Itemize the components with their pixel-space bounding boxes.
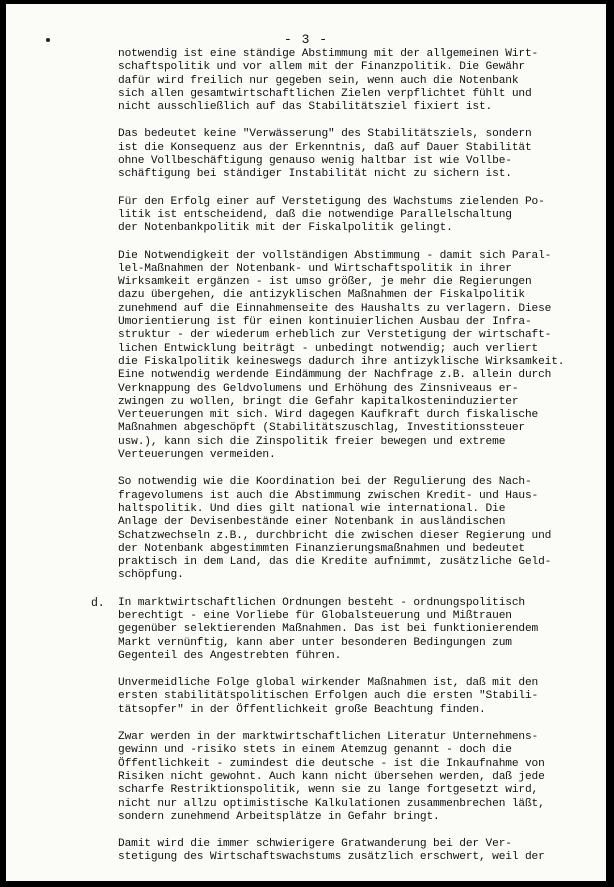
paragraph	[118, 731, 586, 824]
text-line: Schatzwechseln z.B., durchbricht die zwischen dieser Regierung und	[118, 529, 552, 542]
text-line: litik ist entscheidend, daß die notwendige Parallelschaltung	[118, 208, 512, 221]
paragraph	[118, 838, 586, 865]
paragraph	[91, 596, 586, 663]
text-line: Das bedeutet keine "Verwässerung" des Stabilitätsziels, sondern	[118, 128, 532, 141]
paragraph	[118, 48, 586, 114]
text-line: sich allen gesamtwirtschaftlichen Zielen verpflichtet fühlt und	[118, 87, 532, 100]
text-line: stetigung des Wirtschaftswachstums zusätzlich erschwert, weil der	[118, 851, 545, 864]
text-line: zunehmend auf die Einnahmenseite des Haushalts zu verlagern. Diese	[118, 302, 552, 315]
text-line: Für den Erfolg einer auf Verstetigung des Wachstums zielenden Po-	[118, 195, 545, 208]
text-line: Risiken nicht gewohnt. Auch kann nicht übersehen werden, daß jede	[118, 770, 545, 783]
text-line: lel-Maßnahmen der Notenbank- und Wirtschaftspolitik in ihrer	[118, 262, 512, 275]
list-item-marker: d.	[91, 596, 105, 610]
body-text	[91, 48, 586, 879]
text-line: ersten stabilitätspolitischen Erfolgen auch die ersten "Stabili-	[118, 690, 539, 703]
text-line: struktur - der wiederum erheblich zur Verstetigung der wirtschaft-	[118, 329, 552, 342]
paragraph	[118, 250, 586, 463]
text-line: scharfe Restriktionspolitik, wenn sie zu lange fortgesetzt wird,	[118, 784, 539, 797]
text-line: dafür wird freilich nur gegeben sein, wenn auch die Notenbank	[118, 74, 519, 87]
text-line: Öffentlichkeit - zumindest die deutsche - ist die Inkaufnahme von	[118, 757, 545, 770]
paragraph	[118, 677, 586, 717]
text-line: Zwar werden in der marktwirtschaftlichen Literatur Unternehmens-	[118, 731, 539, 744]
text-line: nicht nur allzu optimistische Kalkulationen zusammenbrechen läßt,	[118, 797, 545, 810]
document-page	[6, 4, 606, 881]
text-line: ohne Vollbeschäftigung genauso wenig haltbar ist wie Vollbe-	[118, 155, 512, 168]
text-line: Verteuerungen mit sich. Wird dagegen Kaufkraft durch fiskalische	[118, 409, 539, 422]
text-line: notwendig ist eine ständige Abstimmung mit der allgemeinen Wirt-	[118, 48, 539, 60]
text-line: ist die Konsequenz aus der Erkenntnis, daß auf Dauer Stabilität	[118, 141, 532, 154]
text-line: zwingen zu wollen, bringt die Gefahr kapitalkosteninduzierter	[118, 395, 519, 408]
text-line: Verteuerungen vermeiden.	[118, 449, 276, 462]
text-line: die Fiskalpolitik keineswegs dadurch ihre antizyklische Wirksamkeit.	[118, 355, 565, 368]
text-line: der Notenbank abgestimmten Finanzierungsmaßnahmen und bedeutet	[118, 542, 525, 555]
text-line: lichen Entwicklung beiträgt - unbedingt notwendig; auch verliert	[118, 342, 539, 355]
text-line: schöpfung.	[118, 569, 184, 582]
text-line: Anlage der Devisenbestände einer Notenbank in ausländischen	[118, 516, 506, 529]
text-line: dazu übergehen, die antizyklischen Maßnahmen der Fiskalpolitik	[118, 289, 525, 302]
text-line: schäftigung bei ständiger Instabilität nicht zu sichern ist.	[118, 168, 512, 181]
text-line: gewinn und -risiko stets in einem Atemzug genannt - doch die	[118, 744, 512, 757]
text-line: schaftspolitik und vor allem mit der Finanzpolitik. Die Gewähr	[118, 61, 525, 74]
text-line: Gegenteil des Angestrebten führen.	[118, 649, 342, 662]
text-line: usw.), kann sich die Zinspolitik freier bewegen und extreme	[118, 435, 506, 448]
text-line: Wirksamkeit ergänzen - ist umso größer, je mehr die Regierungen	[118, 276, 532, 289]
text-line: haltspolitik. Und dies gilt national wie international. Die	[118, 502, 506, 515]
text-line: Die Notwendigkeit der vollständigen Abstimmung - damit sich Paral-	[118, 249, 552, 262]
text-line: Verknappung des Geldvolumens und Erhöhung des Zinsniveaus er-	[118, 382, 519, 395]
paragraph	[118, 476, 586, 582]
text-line: Damit wird die immer schwierigere Gratwanderung bei der Ver-	[118, 838, 512, 851]
text-line: praktisch in dem Land, das die Kredite aufnimmt, zusätzliche Geld-	[118, 556, 552, 569]
text-line: fragevolumens ist auch die Abstimmung zwischen Kredit- und Haus-	[118, 489, 539, 502]
page-number: - 3 -	[283, 32, 328, 47]
paragraph	[118, 128, 586, 181]
text-line: gegenüber selektierenden Maßnahmen. Das ist bei funktionierendem	[118, 623, 539, 636]
text-line: Maßnahmen abgeschöpft (Stabilitätszuschlag, Investitionssteuer	[118, 422, 525, 435]
text-line: der Notenbankpolitik mit der Fiskalpolitik gelingt.	[118, 222, 453, 235]
text-line: Markt vernünftig, kann aber unter besonderen Bedingungen zum	[118, 636, 512, 649]
text-line: tätsopfer" in der Öffentlichkeit große Beachtung finden.	[118, 703, 486, 716]
text-line: Unvermeidliche Folge global wirkender Maßnahmen ist, daß mit den	[118, 677, 539, 690]
text-line: nicht ausschließlich auf das Stabilitätsziel fixiert ist.	[118, 101, 493, 114]
text-line: So notwendig wie die Koordination bei der Regulierung des Nach-	[118, 476, 532, 489]
text-line: sondern zunehmend Arbeitsplätze in Gefahr bringt.	[118, 810, 440, 823]
text-line: In marktwirtschaftlichen Ordnungen besteht - ordnungspolitisch	[118, 596, 525, 609]
text-line: berechtigt - eine Vorliebe für Globalsteuerung und Mißtrauen	[118, 609, 512, 622]
text-line: Eine notwendig werdende Eindämmung der Nachfrage z.B. allein durch	[118, 369, 552, 382]
text-line: Umorientierung ist für einen kontinuierlichen Ausbau der Infra-	[118, 316, 532, 329]
paragraph	[118, 196, 586, 236]
